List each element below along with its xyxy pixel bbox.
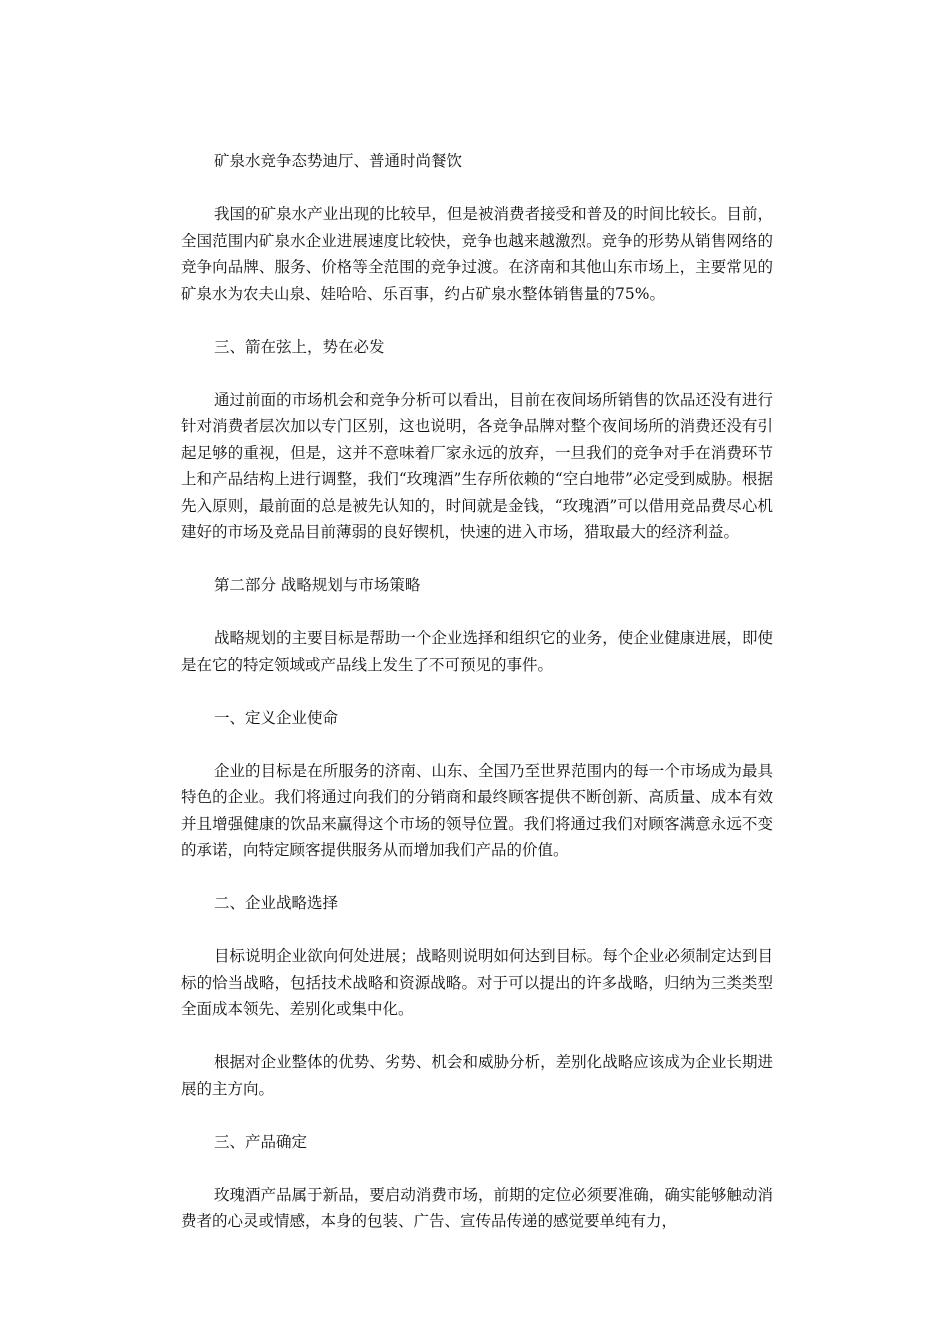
paragraph: 根据对企业整体的优势、劣势、机会和威胁分析，差别化战略应该成为企业长期进展的主方向。 xyxy=(181,1053,773,1098)
section-heading: 三、产品确定 xyxy=(214,1132,308,1151)
document-page xyxy=(181,148,773,1235)
paragraph: 玫瑰酒产品属于新品，要启动消费市场，前期的定位必须要准确，确实能够触动消费者的心灵或情感，本身的包装、广告、宣传品传递的感觉要单纯有力， xyxy=(181,1185,773,1230)
section-heading: 三、箭在弦上，势在必发 xyxy=(214,337,385,356)
paragraph: 我国的矿泉水产业出现的比较早，但是被消费者接受和普及的时间比较长。目前，全国范围内矿泉水企业进展速度比较快，竞争也越来越激烈。竞争的形势从销售网络的竞争向品牌、服务、价格等全范围的竞争过渡。在济南和其他山东市场上，主要常见的矿泉水为农夫山泉、娃哈哈、乐百事，约占矿泉水整体销售量的75%。 xyxy=(181,205,773,303)
section-heading: 一、定义企业使命 xyxy=(214,708,339,727)
paragraph: 通过前面的市场机会和竞争分析可以看出，目前在夜间场所销售的饮品还没有进行针对消费者层次加以专门区别，这也说明，各竞争品牌对整个夜间场所的消费还没有引起足够的重视，但是，这并不意味着厂家永远的放弃，一旦我们的竞争对手在消费环节上和产品结构上进行调整，我们“玫瑰酒”生存所依赖的“空白地带”必定受到威胁。根据先入原则，最前面的总是被先认知的，时间就是金钱，“玫瑰酒”可以借用竞品费尽心机建好的市场及竞品目前薄弱的良好锲机，快速的进入市场，猎取最大的经济利益。 xyxy=(181,390,773,541)
paragraph: 企业的目标是在所服务的济南、山东、全国乃至世界范围内的每一个市场成为最具特色的企业。我们将通过向我们的分销商和最终顾客提供不断创新、高质量、成本有效并且增强健康的饮品来赢得这个市场的领导位置。我们将通过我们对顾客满意永远不变的承诺，向特定顾客提供服务从而增加我们产品的价值。 xyxy=(181,761,773,859)
paragraph: 战略规划的主要目标是帮助一个企业选择和组织它的业务，使企业健康进展，即使是在它的特定领域或产品线上发生了不可预见的事件。 xyxy=(181,629,773,674)
section-heading: 矿泉水竞争态势迪厅、普通时尚餐饮 xyxy=(214,152,463,170)
section-heading: 二、企业战略选择 xyxy=(214,894,339,912)
part-heading: 第二部分 战略规划与市场策略 xyxy=(214,576,421,594)
paragraph: 目标说明企业欲向何处进展；战略则说明如何达到目标。每个企业必须制定达到目标的恰当战略，包括技术战略和资源战略。对于可以提出的许多战略，归纳为三类类型全面成本领先、差别化或集中化。 xyxy=(181,947,773,1018)
